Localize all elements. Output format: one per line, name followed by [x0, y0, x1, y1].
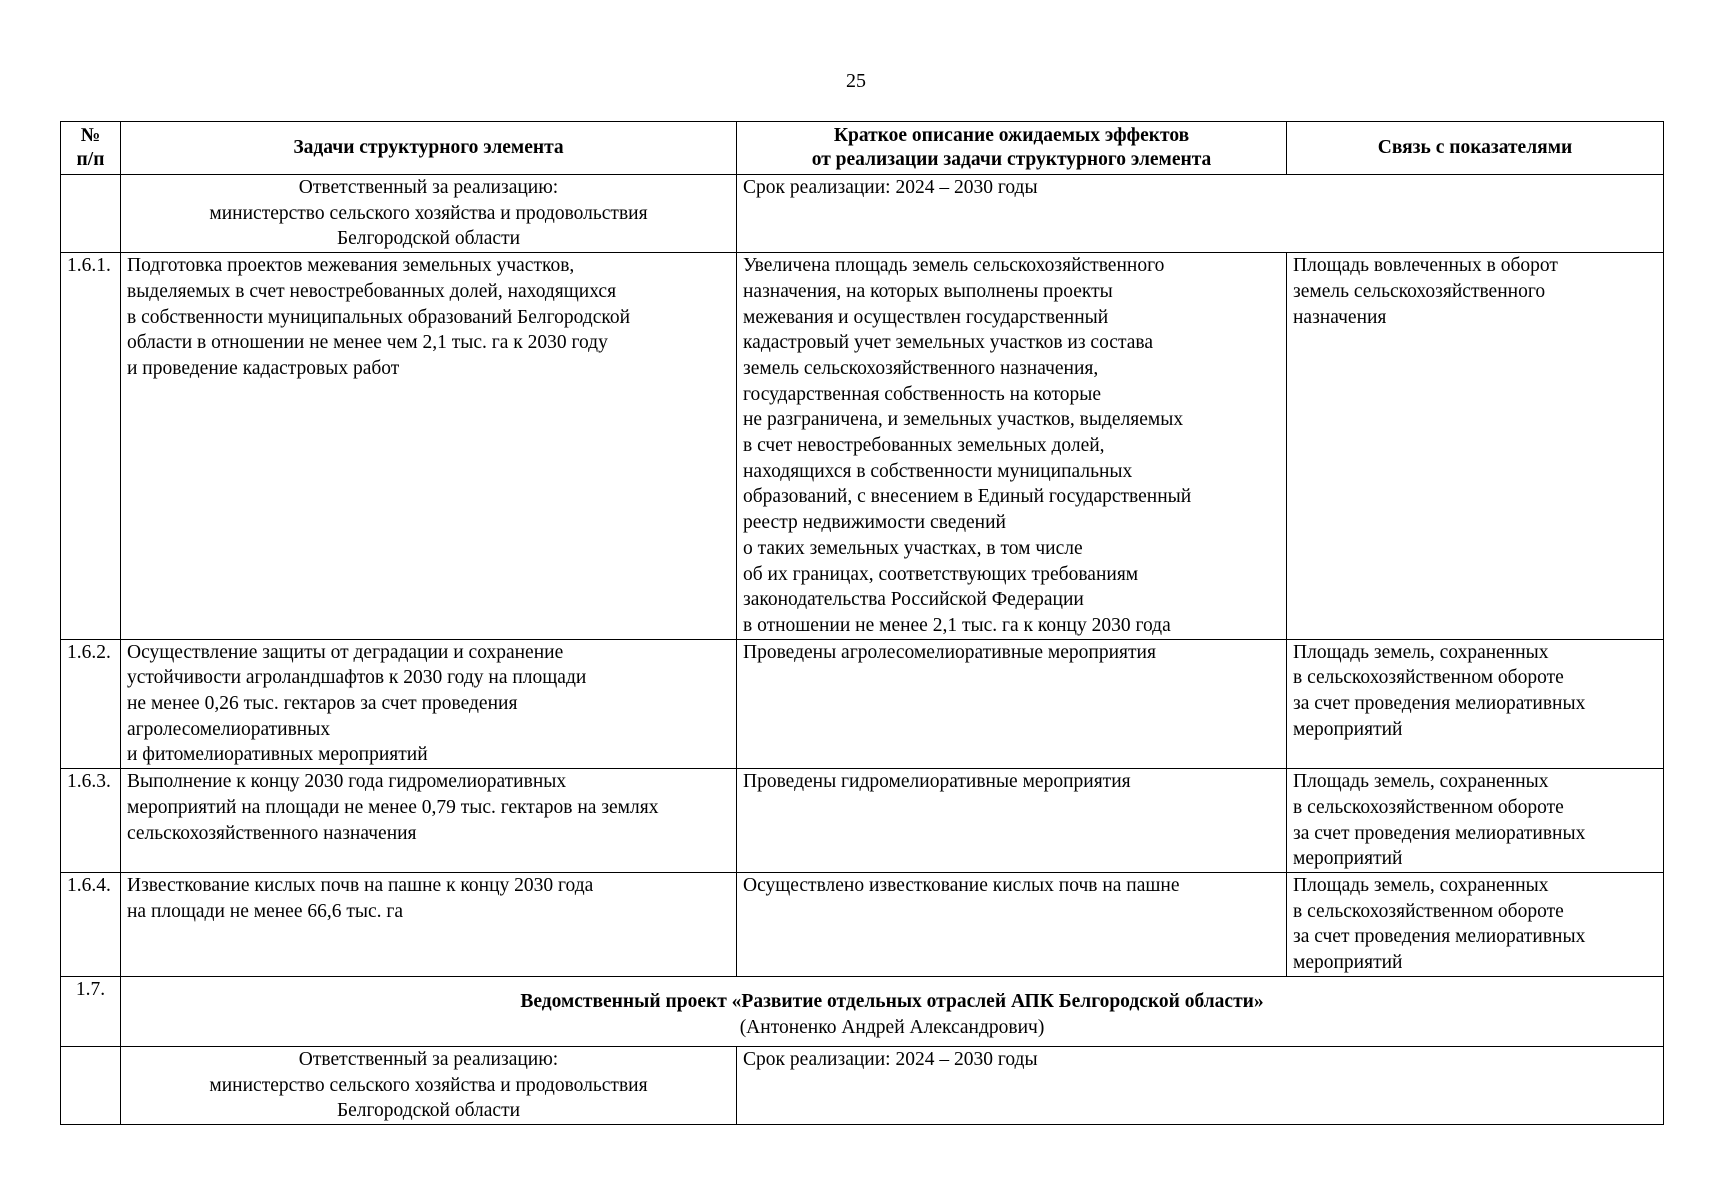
- row-num: 1.6.4.: [61, 872, 121, 976]
- page-number: 25: [846, 70, 866, 92]
- row-indicator: Площадь земель, сохраненных в сельскохозяйственном обороте за счет проведения мелиоративных мероприятий: [1287, 639, 1664, 769]
- row-task: Подготовка проектов межевания земельных участков, выделяемых в счет невостребованных долей, находящихся в собственности муниципальных образований Белгородской области в отношении не менее чем 2,1 тыс. га к 2030 году и проведение кадастровых работ: [121, 253, 737, 640]
- table-row: [61, 639, 1664, 769]
- responsible-text-2: Ответственный за реализацию: министерство сельского хозяйства и продовольствия Белгородской области: [121, 1046, 737, 1124]
- responsible-row-2: [61, 1046, 1664, 1124]
- row-task: Известкование кислых почв на пашне к концу 2030 года на площади не менее 66,6 тыс. га: [121, 872, 737, 976]
- project-row: [61, 976, 1664, 1046]
- header-indicator: Связь с показателями: [1287, 122, 1664, 175]
- responsible-num-empty-2: [61, 1046, 121, 1124]
- header-task: Задачи структурного элемента: [121, 122, 737, 175]
- header-effect: Краткое описание ожидаемых эффектов от реализации задачи структурного элемента: [737, 122, 1287, 175]
- row-task: Выполнение к концу 2030 года гидромелиоративных мероприятий на площади не менее 0,79 тыс. гектаров на землях сельскохозяйственного назначения: [121, 769, 737, 873]
- responsible-num-empty: [61, 175, 121, 253]
- row-num: 1.6.1.: [61, 253, 121, 640]
- row-effect: Проведены агролесомелиоративные мероприятия: [737, 639, 1287, 769]
- row-num: 1.6.2.: [61, 639, 121, 769]
- row-effect: Увеличена площадь земель сельскохозяйственного назначения, на которых выполнены проекты межевания и осуществлен государственный кадастровый учет земельных участков из состава земель сельскохозяйственного назначения, государственная собственность на которые не разграничена, и земельных участков, выделяемых в счет невостребованных земельных долей, находящихся в собственности муниципальных образований, с внесением в Единый государственный реестр недвижимости сведений о таких земельных участках, в том числе об их границах, соответствующих требованиям законодательства Российской Федерации в отношении не менее 2,1 тыс. га к концу 2030 года: [737, 253, 1287, 640]
- structural-element-table: [60, 121, 1664, 1125]
- row-indicator: Площадь земель, сохраненных в сельскохозяйственном обороте за счет проведения мелиоративных мероприятий: [1287, 769, 1664, 873]
- responsible-row: [61, 175, 1664, 253]
- responsible-term-2: Срок реализации: 2024 – 2030 годы: [737, 1046, 1664, 1124]
- project-num: 1.7.: [61, 976, 121, 1046]
- project-title: Ведомственный проект «Развитие отдельных отраслей АПК Белгородской области»: [520, 990, 1264, 1012]
- table-row: [61, 769, 1664, 873]
- row-effect: Осуществлено известкование кислых почв на пашне: [737, 872, 1287, 976]
- table-row: [61, 253, 1664, 640]
- row-task: Осуществление защиты от деградации и сохранение устойчивости агроландшафтов к 2030 году на площади не менее 0,26 тыс. гектаров за счет проведения агролесомелиоративных и фитомелиоративных мероприятий: [121, 639, 737, 769]
- responsible-text: Ответственный за реализацию: министерство сельского хозяйства и продовольствия Белгородской области: [121, 175, 737, 253]
- project-person: (Антоненко Андрей Александрович): [739, 1016, 1045, 1038]
- header-num: № п/п: [61, 122, 121, 175]
- row-effect: Проведены гидромелиоративные мероприятия: [737, 769, 1287, 873]
- row-num: 1.6.3.: [61, 769, 121, 873]
- table-header-row: [61, 122, 1664, 175]
- table-row: [61, 872, 1664, 976]
- row-indicator: Площадь вовлеченных в оборот земель сельскохозяйственного назначения: [1287, 253, 1664, 640]
- row-indicator: Площадь земель, сохраненных в сельскохозяйственном обороте за счет проведения мелиоративных мероприятий: [1287, 872, 1664, 976]
- project-cell: [121, 976, 1664, 1046]
- responsible-term: Срок реализации: 2024 – 2030 годы: [737, 175, 1664, 253]
